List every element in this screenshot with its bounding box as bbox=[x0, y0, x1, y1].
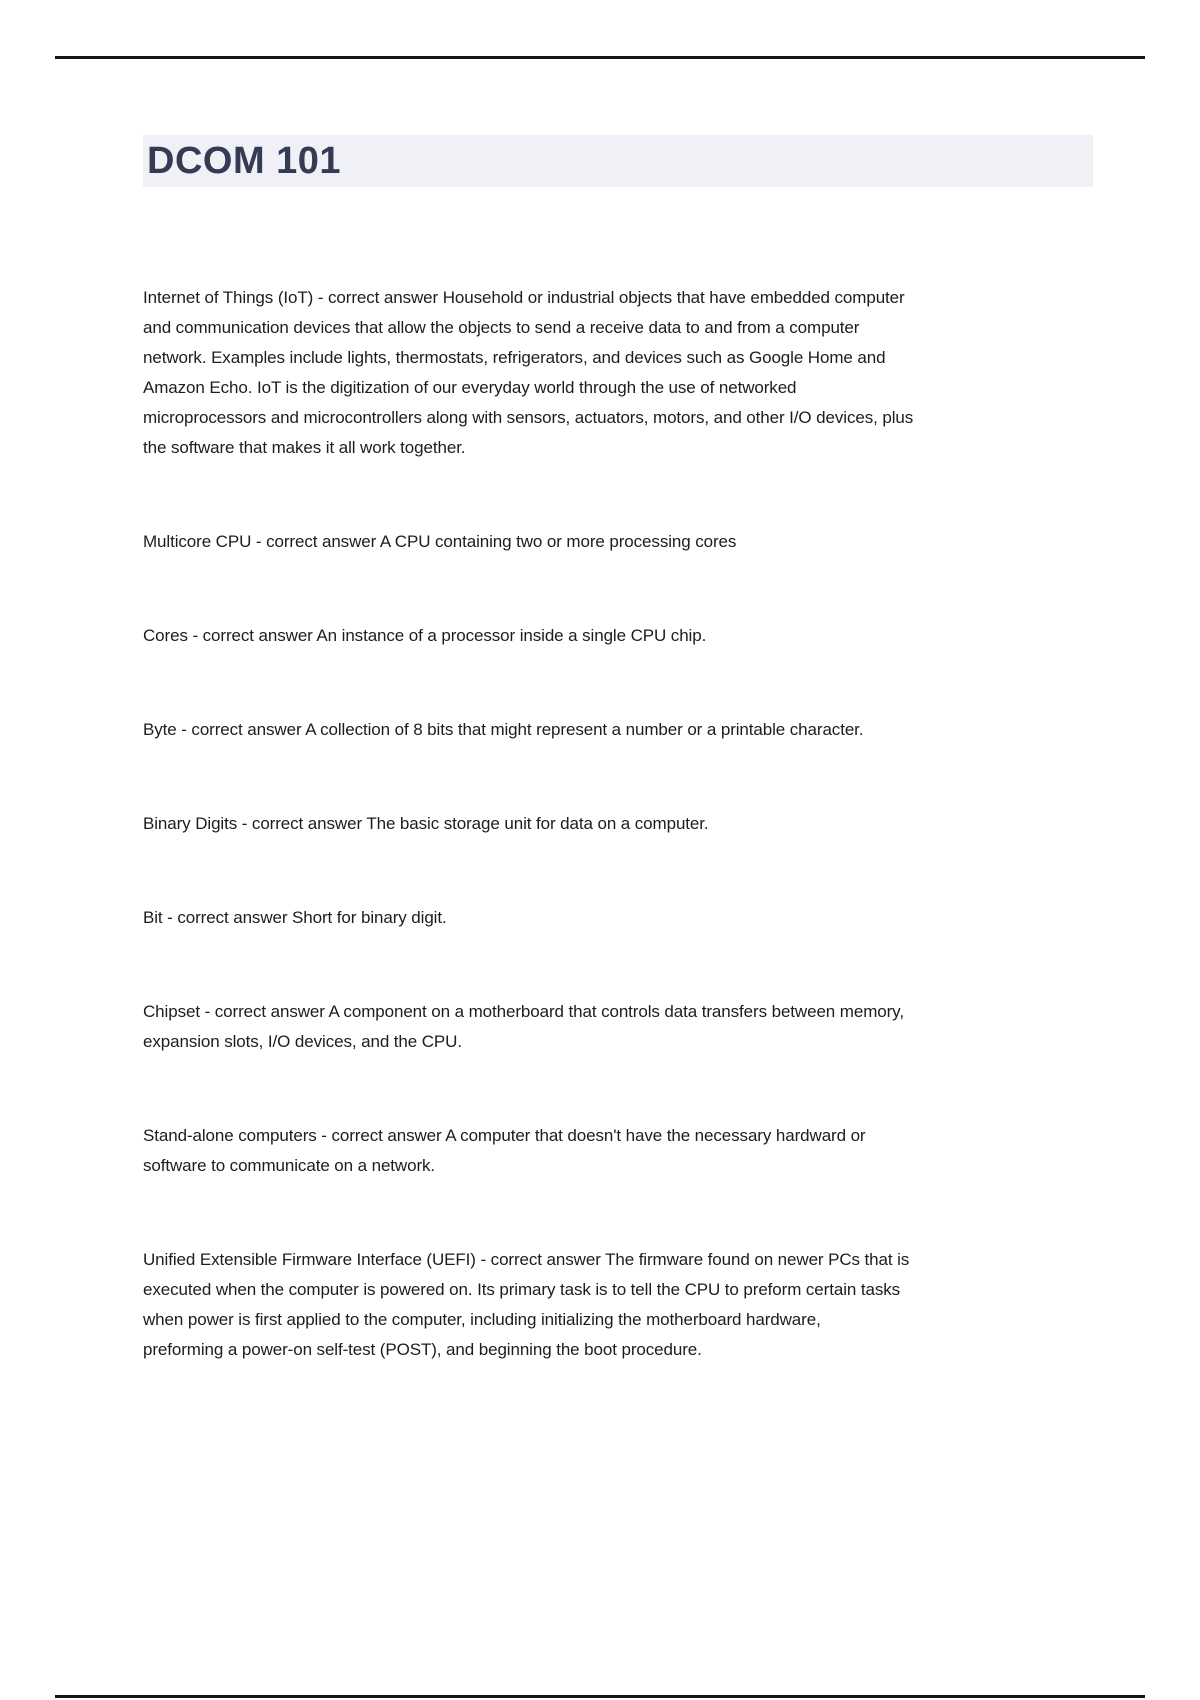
entry-multicore-cpu bbox=[143, 527, 1053, 557]
bottom-rule bbox=[55, 1695, 1145, 1698]
entry-bit bbox=[143, 903, 1053, 933]
text-line: Unified Extensible Firmware Interface (UEFI) - correct answer The firmware found on newer PCs that is bbox=[143, 1250, 910, 1269]
text-line: Stand-alone computers - correct answer A computer that doesn't have the necessary hardward or bbox=[143, 1126, 866, 1145]
text-line: Cores - correct answer An instance of a processor inside a single CPU chip. bbox=[143, 626, 707, 645]
entry-binary-digits bbox=[143, 809, 1053, 839]
entry-chipset bbox=[143, 997, 1053, 1057]
text-line: and communication devices that allow the objects to send a receive data to and from a computer bbox=[143, 318, 860, 337]
text-line: Bit - correct answer Short for binary digit. bbox=[143, 908, 447, 927]
text-line: Byte - correct answer A collection of 8 bits that might represent a number or a printable character. bbox=[143, 720, 864, 739]
text-line: Amazon Echo. IoT is the digitization of our everyday world through the use of networked bbox=[143, 378, 797, 397]
entry-uefi bbox=[143, 1245, 1053, 1365]
text-line: when power is first applied to the computer, including initializing the motherboard hardware, bbox=[143, 1310, 821, 1329]
text-line: expansion slots, I/O devices, and the CPU. bbox=[143, 1032, 462, 1051]
text-line: software to communicate on a network. bbox=[143, 1156, 436, 1175]
entry-stand-alone-computers bbox=[143, 1121, 1053, 1181]
entry-internet-of-things bbox=[143, 283, 1053, 463]
entry-cores bbox=[143, 621, 1053, 651]
text-line: executed when the computer is powered on. Its primary task is to tell the CPU to preform certain tasks bbox=[143, 1280, 901, 1299]
text-line: microprocessors and microcontrollers along with sensors, actuators, motors, and other I/O devices, plus bbox=[143, 408, 914, 427]
text-line: the software that makes it all work together. bbox=[143, 438, 466, 457]
text-line: preforming a power-on self-test (POST), and beginning the boot procedure. bbox=[143, 1340, 702, 1359]
page-title: DCOM 101 bbox=[147, 140, 342, 182]
top-rule bbox=[55, 56, 1145, 59]
text-line: network. Examples include lights, thermostats, refrigerators, and devices such as Google Home and bbox=[143, 348, 886, 367]
text-line: Binary Digits - correct answer The basic storage unit for data on a computer. bbox=[143, 814, 709, 833]
text-line: Chipset - correct answer A component on a motherboard that controls data transfers between memory, bbox=[143, 1002, 904, 1021]
document-body bbox=[143, 283, 1053, 1429]
text-line: Multicore CPU - correct answer A CPU containing two or more processing cores bbox=[143, 532, 737, 551]
entry-byte bbox=[143, 715, 1053, 745]
text-line: Internet of Things (IoT) - correct answer Household or industrial objects that have embedded computer bbox=[143, 288, 905, 307]
title-bar bbox=[143, 135, 1093, 187]
